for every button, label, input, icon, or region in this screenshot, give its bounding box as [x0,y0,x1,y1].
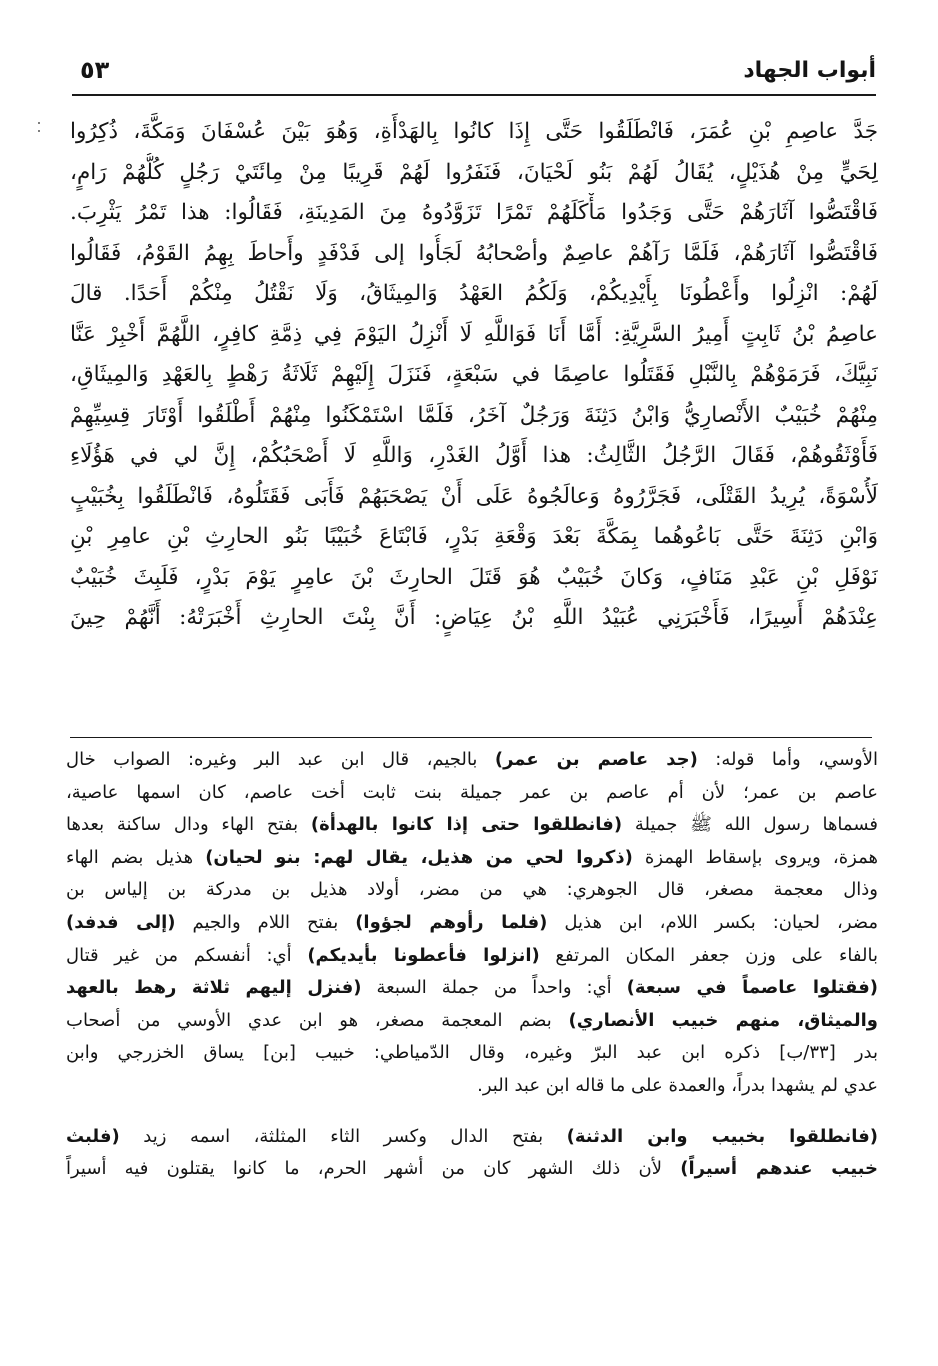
commentary-segment: بالجيم، قال ابن عبد البر وغيره: الصواب خال [66,749,495,770]
text-line: فَأَوْثَقُوهُمْ، فَقَالَ الرَّجُلُ الثَّالِثُ: هذا أَوَّلُ الغَدْرِ، وَاللَّهِ لَا أَصْحَبُكُمْ، إِنَّ لي في هَؤُلَاءِ [70,443,878,468]
commentary-line [66,1037,878,1070]
text-line: وَابْنِ دَثِنَةَ حَتَّى بَاعُوهُما بِمَكَّةَ بَعْدَ وَقْعَةِ بَدْرٍ، فَابْتَاعَ خُبَيْبًا بَنُو الحارِثِ بْنِ عامِرِ بْنِ [70,524,878,549]
quoted-phrase: (ذكروا لحي من هذيل، يقال لهم: بنو لحيان) [205,846,633,868]
commentary-segment: عدي لم يشهدا بدراً، والعمدة على ما قاله ابن عبد البر. [477,1074,878,1096]
commentary-line [66,907,878,940]
commentary-segment: بفتح الدال وكسر الثاء المثلثة، اسمه زيد [119,1125,567,1147]
text-line: عاصِمُ بْنُ ثَابِتٍ أَمِيرُ السَّرِيَّةِ: أَمَّا أَنَا فَوَاللَّهِ لَا أَنْزِلُ اليَوْمَ فِي ذِمَّةِ كافِرٍ، اللَّهُمَّ أَخْبِرْ عَنَّا [70,321,878,347]
quoted-phrase: (فلما رأوهم لجؤوا) [355,911,548,933]
paragraph-gap [66,1103,878,1121]
commentary-segment: بالفاء على وزن جعفر المكان المرتفع [539,944,878,966]
commentary-segment: بفتح الهاء ودال ساكنة بعدها [66,814,311,836]
text-line: نَبِيَّكَ، فَرَمَوْهُمْ بِالنَّبْلِ فَقَتَلُوا عاصِمًا في سَبْعَةٍ، فَنَزَلَ إِلَيْهِمْ ثَلَاثَةُ رَهْطٍ بِالعَهْدِ وَالمِيثَاقِ، [70,362,878,387]
commentary-line [66,777,878,810]
running-header [72,52,876,96]
commentary-line [66,842,878,875]
text-line: لَهُمْ: انْزِلُوا وأَعْطُونَا بِأَيْدِيكُمْ، وَلَكُمُ العَهْدُ وَالمِيثَاقُ، وَلَا نَقْتُلُ مِنْكُمْ أَحَدًا. قالَ [70,281,878,306]
commentary-segment: لأن ذلك الشهر كان من أشهر الحرم، ما كانوا يقتلون فيه أسيراً [66,1158,681,1180]
commentary-line [66,874,878,907]
text-line: فَاقْتَصُّوا آثَارَهُمْ، فَلَمَّا رَآهُمْ عاصِمٌ وأصْحابُهُ لَجَأُوا إلى فَدْفَدٍ وأَحاطَ بِهِمُ القَوْمُ، فَقَالُوا [70,240,878,266]
commentary-segment: مضر، لحيان: بكسر اللام، ابن هذيل [547,911,878,933]
commentary-segment: عاصم بن عمر؛ لأن أم عاصم بن عمر جميلة بنت ثابت أخت عاصم، كان اسمها عاصية، [66,781,878,803]
text-line: مِنْهُمْ خُبَيْبٌ الأَنْصارِيُّ وَابْنُ دَثِنَةَ وَرَجُلٌ آخَرُ، فَلَمَّا اسْتَمْكَنُوا مِنْهُمْ أَطْلَقُوا أَوْتَارَ قِسِيِّهِمْ [70,402,878,428]
commentary-text [66,744,878,1186]
text-line: جَدَّ عاصِمِ بْنِ عُمَرَ، فَانْطَلَقُوا حَتَّى إِذَا كانُوا بِالهَدْأَةِ، وَهُوَ بَيْنَ عُسْفَانَ وَمَكَّةَ، ذُكِرُوا [70,119,878,144]
commentary-segment: أي: واحداً من جملة السبعة [361,977,627,999]
commentary-line [66,1070,878,1103]
commentary-segment: فسماها رسول الله ﷺ جميلة [622,814,878,836]
quoted-phrase: (فقتلوا عاصماً في سبعة) [626,977,878,999]
quoted-phrase: والميثاق، منهم خبيب الأنصاري) [568,1009,878,1031]
quoted-phrase: (فلبث [66,1125,120,1147]
page-number: ٥٣ [80,56,110,84]
commentary-segment: بدر [٣٣/ب] ذكره ابن عبد البرّ وغيره، وقال الدّمياطي: خبيب [بن] يساق الخزرجي وابن [66,1042,878,1064]
quoted-phrase: (جد عاصم بن عمر) [494,749,698,770]
quoted-phrase: (إلى فدفد) [66,911,176,933]
commentary-segment: أي: أنفسكم من غير قتال [66,944,308,966]
chapter-title: أبواب الجهاد [743,58,876,83]
commentary-segment: هذيل بضم الهاء [66,846,206,868]
margin-dots [36,116,42,146]
text-line: فَاقْتَصُّوا آثَارَهُمْ حَتَّى وَجَدُوا مَأْكَلَهُمْ تَمْرًا تَزَوَّدُوهُ مِنَ المَدِينَةِ، فَقَالُوا: هذا تَمْرُ يَثْرِبَ. [70,200,878,225]
quoted-phrase: (فانطلقوا حتى إذا كانوا بالهدأة) [310,814,623,836]
commentary-segment: الأوسي، وأما قوله: [697,749,878,770]
commentary-line [66,940,878,973]
commentary-line [66,972,878,1005]
commentary-line [66,1121,878,1154]
commentary-segment: وذال معجمة مصغر، قال الجوهري: هي من مضر، أولاد هذيل بن مدركة بن إلياس بن [66,879,878,901]
text-line: نَوْفَلِ بْنِ عَبْدِ مَنَافٍ، وَكانَ خُبَيْبٌ هُوَ قَتَلَ الحارِثَ بْنَ عامِرٍ يَوْمَ بَدْرٍ، فَلَبِثَ خُبَيْبٌ [70,564,878,590]
commentary-segment: بضم المعجمة مصغر، هو ابن عدي الأوسي من أصحاب [66,1009,569,1031]
quoted-phrase: (فانطلقوا بخبيب وابن الدثنة) [566,1125,878,1147]
quoted-phrase: (انزلوا فأعطونا بأيديكم) [307,944,540,966]
quoted-phrase: (فنزل إليهم ثلاثة رهط بالعهد [66,977,362,999]
commentary-line [66,744,878,777]
commentary-line [66,1153,878,1186]
commentary-segment: بفتح اللام والجيم [175,911,356,933]
footnote-separator [70,737,872,738]
quoted-phrase: خبيب عندهم أسيراً) [680,1158,878,1180]
commentary-segment: همزة، ويروى بإسقاط الهمزة [632,846,878,868]
hadith-text [70,112,878,639]
commentary-line [66,1005,878,1038]
text-line: عِنْدَهُمْ أَسِيرًا، فَأَخْبَرَنِي عُبَيْدُ اللَّهِ بْنُ عِيَاضٍ: أَنَّ بِنْتَ الحارِثِ أَخْبَرَتْهُ: أَنَّهُمْ حِينَ [70,605,878,630]
commentary-line [66,809,878,842]
text-line: لَأُسْوَةً، يُرِيدُ القَتْلَى، فَجَرَّرُوهُ وَعالَجُوهُ عَلَى أَنْ يَصْحَبَهُمْ فَأَبَى فَقَتَلُوهُ، فَانْطَلَقُوا بِخُبَيْبٍ [70,483,878,509]
text-line: لِحَيٍّ مِنْ هُذَيْلٍ، يُقَالُ لَهُمْ بَنُو لَحْيَانَ، فَنَفَرُوا لَهُمْ قَرِيبًا مِنْ مِائَتَيْ رَجُلٍ كُلُّهُمْ رَامٍ، [70,159,878,185]
